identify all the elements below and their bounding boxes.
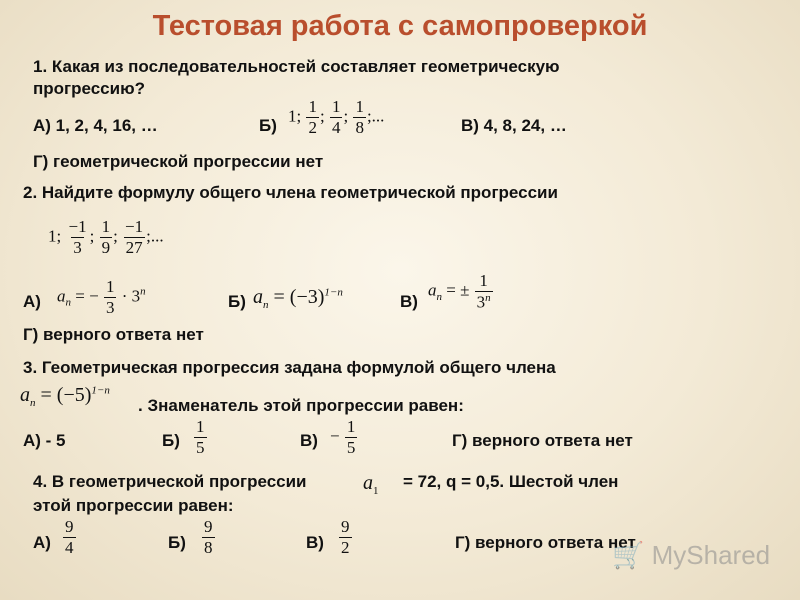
q2-option-a-label: А) (23, 292, 41, 311)
q4-option-b-fraction: $\frac{9}{8}$ (204, 517, 213, 557)
q1-option-g: Г) геометрической прогрессии нет (33, 152, 324, 171)
q2-option-v-label: В) (400, 292, 418, 311)
q4-option-b-label: Б) (168, 533, 186, 552)
q4-option-a-label: А) (33, 533, 51, 552)
q3-option-g: Г) верного ответа нет (452, 431, 633, 450)
question-4-text-post: = 72, q = 0,5. Шестой член (403, 472, 619, 491)
cart-icon: 🛒 (612, 540, 645, 570)
question-4-text: 4. В геометрической прогрессии (33, 472, 307, 491)
q2-option-g: Г) верного ответа нет (23, 325, 204, 344)
watermark-logo (612, 540, 770, 571)
question-3-text-cont: . Знаменатель этой прогрессии равен: (138, 396, 464, 415)
q3-option-v-label: В) (300, 431, 318, 450)
q3-option-a: А) - 5 (23, 431, 66, 450)
q3-option-b-fraction: $\frac{1}{5}$ (196, 417, 205, 457)
question-4-text-cont: этой прогрессии равен: (33, 496, 234, 515)
q2-option-v-formula: $a_n$ = ± $\frac{1}{3^n}$ (428, 271, 491, 312)
q1-option-b-label: Б) (259, 116, 277, 135)
q3-option-b-label: Б) (162, 431, 180, 450)
question-1-text: 1. Какая из последовательностей составляет геометрическую (33, 57, 560, 76)
q4-option-g: Г) верного ответа нет (455, 533, 636, 552)
q2-option-b-formula: $a_n = (-3)^{1-n}$ (253, 286, 343, 311)
page-title: Тестовая работа с самопроверкой (152, 10, 648, 42)
q4-option-v-label: В) (306, 533, 324, 552)
q3-option-v-fraction: − $\frac{1}{5}$ (330, 417, 356, 457)
q3-formula: $a_n = (-5)^{1-n}$ (20, 384, 110, 409)
q4-a1-term: $a_1$ (363, 472, 379, 497)
watermark-text: MyShared (651, 540, 771, 570)
question-1-text-cont: прогрессию? (33, 79, 145, 98)
q1-option-v: В) 4, 8, 24, … (461, 116, 567, 135)
q1-option-b-sequence: 1; $\frac{1}{2}$ ; $\frac{1}{4}$ ; $\frac{1}{8}$ ;... (288, 97, 385, 137)
q2-option-b-label: Б) (228, 292, 246, 311)
question-3-text: 3. Геометрическая прогрессия задана формулой общего члена (23, 358, 556, 377)
q4-option-v-fraction: $\frac{9}{2}$ (341, 517, 350, 557)
q4-option-a-fraction: $\frac{9}{4}$ (65, 517, 74, 557)
q1-option-a: А) 1, 2, 4, 16, … (33, 116, 158, 135)
question-2-text: 2. Найдите формулу общего члена геометрической прогрессии (23, 183, 558, 202)
q2-option-a-formula: $a_n$ = − $\frac{1}{3}$ · $3^n$ (57, 277, 146, 317)
q2-sequence: 1; $\frac{-1}{3}$ ; $\frac{1}{9}$ ; $\frac{-1}{27}$ ;... (48, 217, 164, 257)
